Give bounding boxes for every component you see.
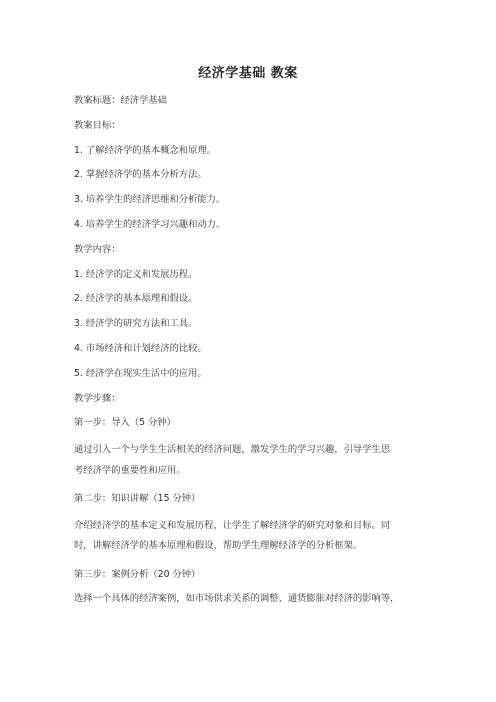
content-item-2: 2. 经济学的基本原理和假设。 xyxy=(74,293,198,305)
step-1-description-line-2: 考经济学的重要性和应用。 xyxy=(74,464,186,476)
step-1-description xyxy=(74,440,436,481)
content-item-3: 3. 经济学的研究方法和工具。 xyxy=(74,318,198,330)
step-2-description xyxy=(74,516,436,557)
document-body xyxy=(74,93,436,616)
step-2-title: 第二步：知识讲解（15 分钟） xyxy=(74,492,201,504)
content-heading: 教学内容： xyxy=(74,243,121,255)
step-1-title: 第一步：导入（5 分钟） xyxy=(74,417,176,429)
lesson-title-line: 教案标题：经济学基础 xyxy=(74,95,167,106)
step-1-description-line-1: 通过引入一个与学生生活相关的经济问题，激发学生的学习兴趣，引导学生思 xyxy=(74,444,391,456)
step-2-description-line-1: 介绍经济学的基本定义和发展历程，让学生了解经济学的研究对象和目标。同 xyxy=(74,519,391,531)
objective-item-3: 3. 培养学生的经济思维和分析能力。 xyxy=(74,194,226,206)
content-item-5: 5. 经济学在现实生活中的应用。 xyxy=(74,367,207,379)
objective-item-4: 4. 培养学生的经济学习兴趣和动力。 xyxy=(74,218,226,230)
objective-item-1: 1. 了解经济学的基本概念和原理。 xyxy=(74,144,216,156)
content-item-1: 1. 经济学的定义和发展历程。 xyxy=(74,268,198,280)
step-3-description-line-1: 选择一个具体的经济案例，如市场供求关系的调整、通货膨胀对经济的影响等， xyxy=(74,593,400,605)
objective-item-2: 2. 掌握经济学的基本分析方法。 xyxy=(74,169,207,181)
step-2-description-line-2: 时，讲解经济学的基本原理和假设，帮助学生理解经济学的分析框架。 xyxy=(74,540,363,552)
step-3-title: 第三步：案例分析（20 分钟） xyxy=(74,568,201,580)
content-item-4: 4. 市场经济和计划经济的比较。 xyxy=(74,342,207,354)
objectives-heading: 教案目标： xyxy=(74,119,121,131)
document-title: 经济学基础 教案 xyxy=(198,66,298,81)
steps-heading: 教学步骤： xyxy=(74,392,121,404)
